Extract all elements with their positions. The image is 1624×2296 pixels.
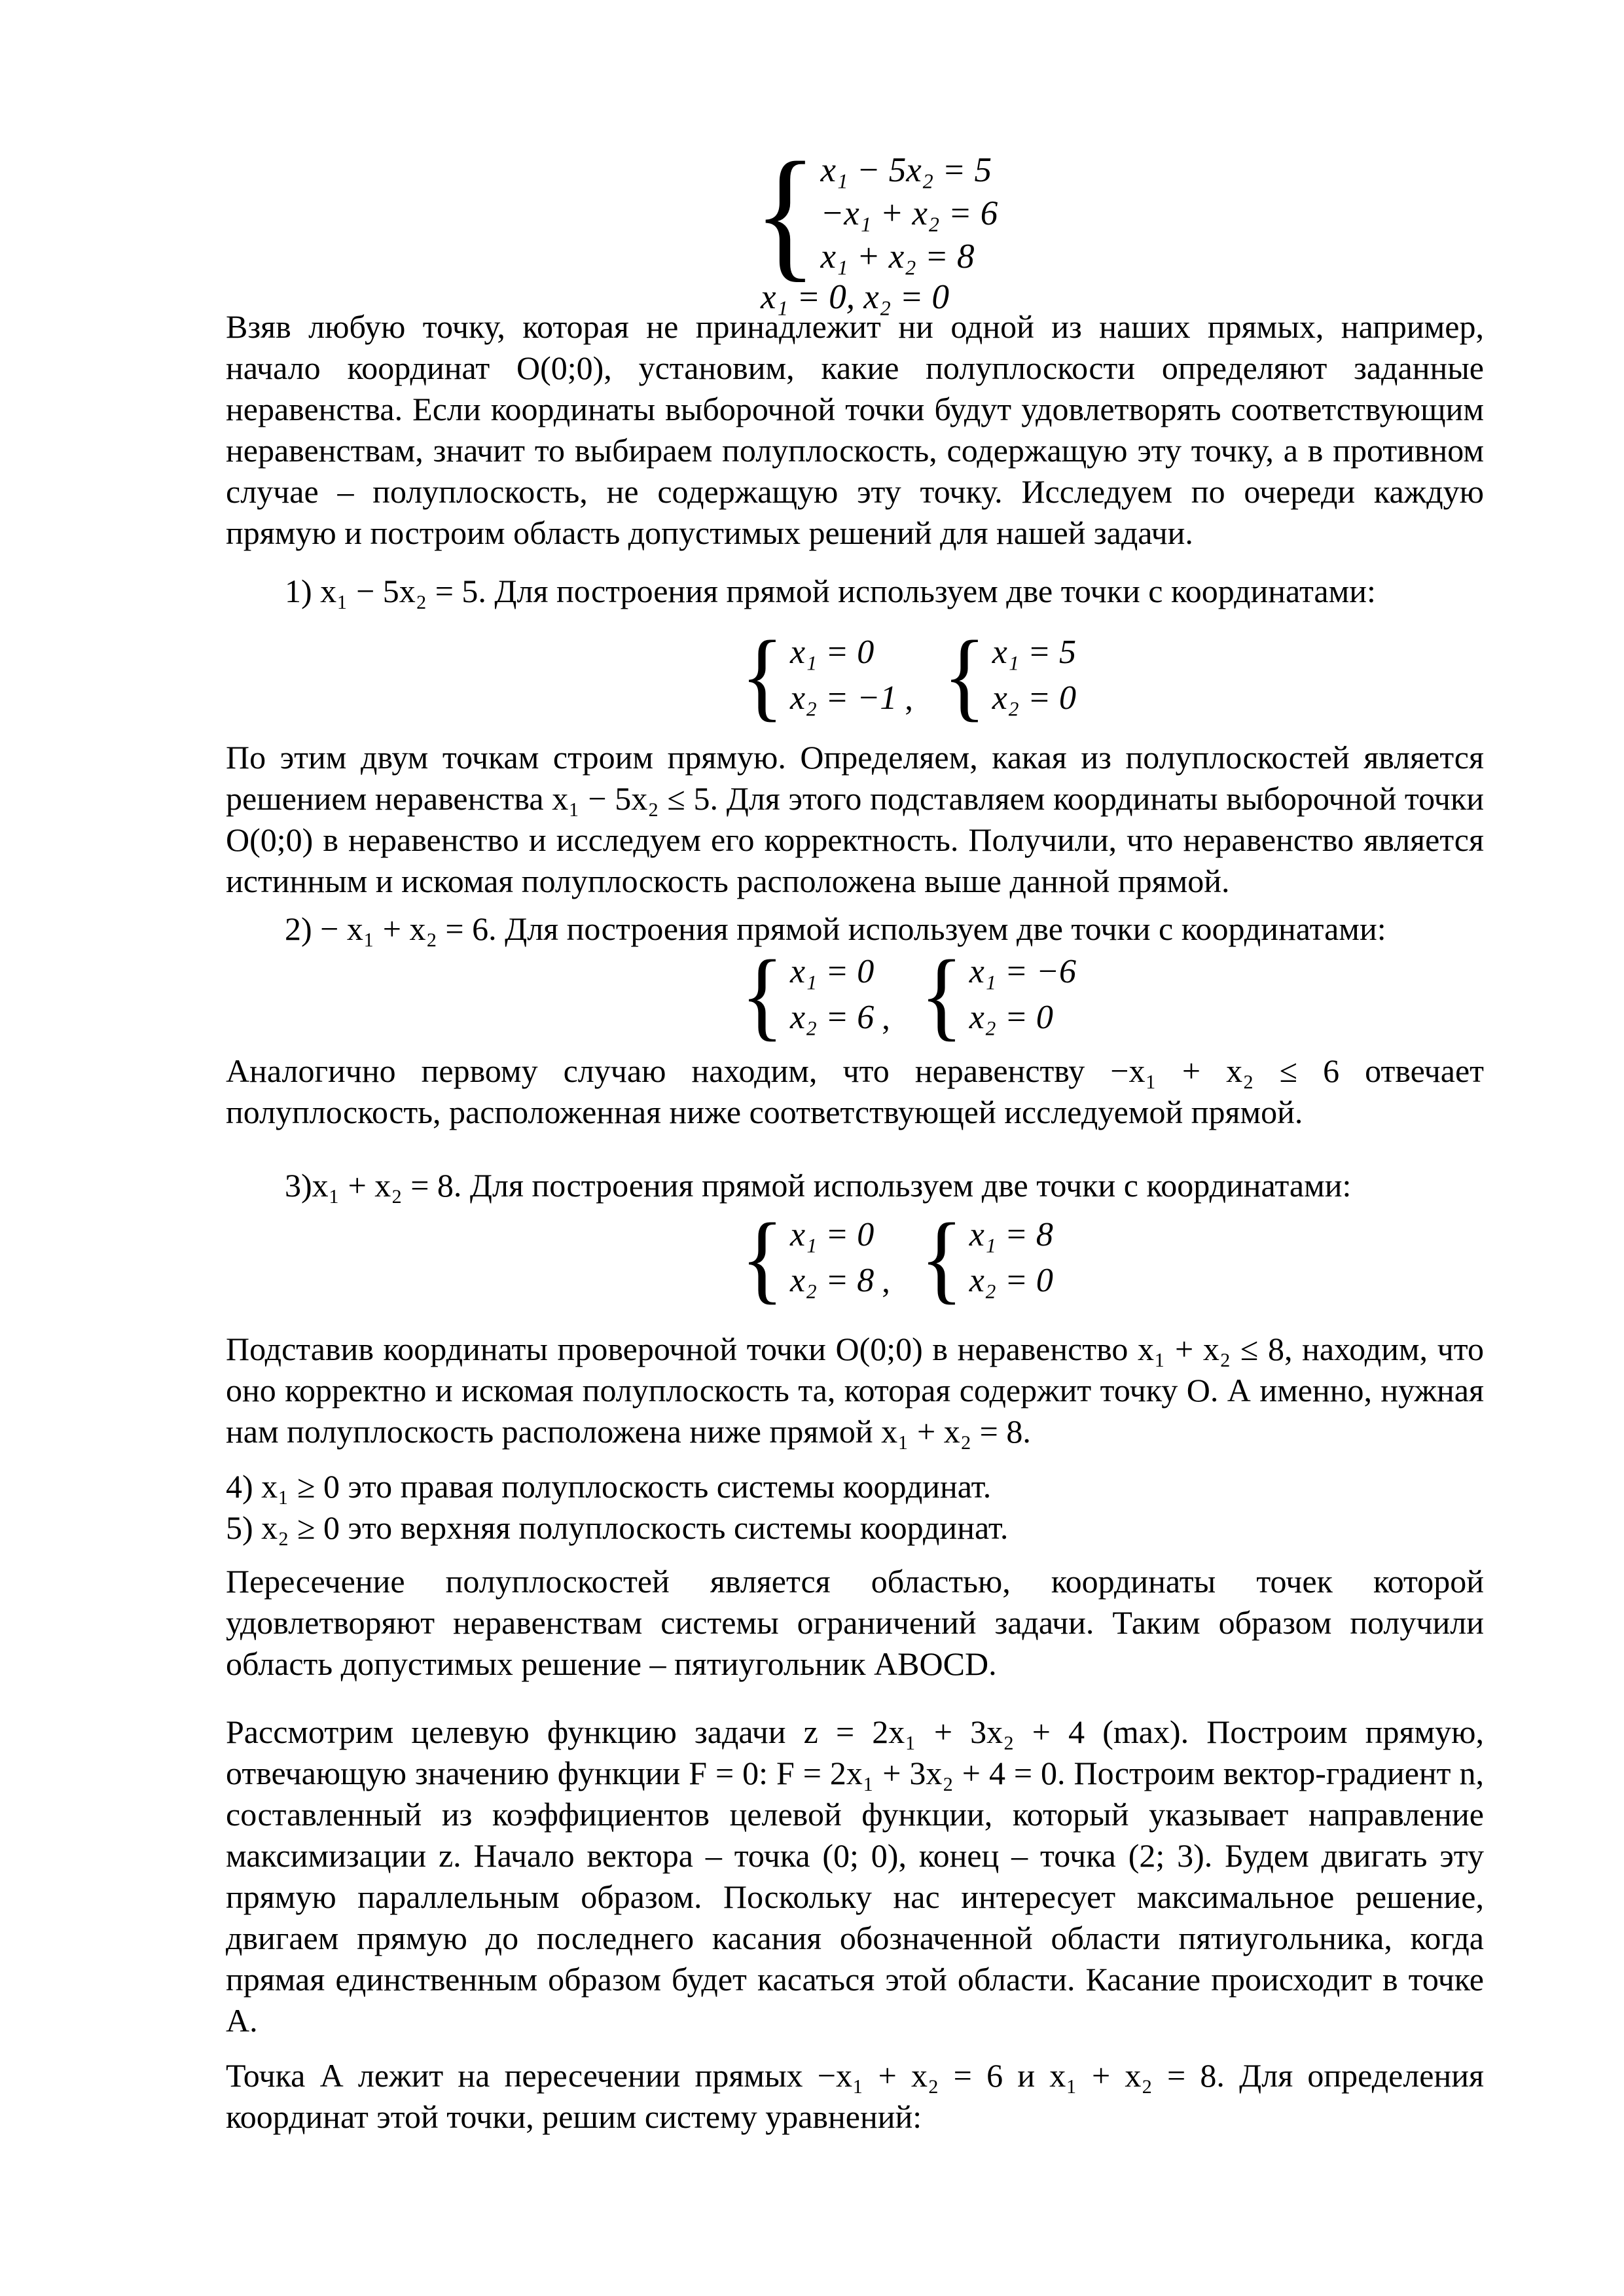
comma-separator: , bbox=[905, 680, 913, 717]
paragraph-objective-function: Рассмотрим целевую функцию задачи z = 2x₁ + 3x₂ + 4 (max). Построим прямую, отвечающую значению функции F = 0: F = 2x₁ + 3x₂ + 4 = 0. Построим вектор-градиент n, составленный из коэффициентов целевой функции, который указывает направление максимизации z. Начало вектора – точка (0; 0), конец – точка (2; 3). Будем двигать эту прямую параллельным образом. Поскольку нас интересует максимальное решение, двигаем прямую до последнего касания обозначенной области пятиугольника, когда прямая единственным образом будет касаться этой области. Касание происходит в точке А. bbox=[226, 1713, 1484, 2039]
list-item-5: 5) x₂ ≥ 0 это верхняя полуплоскость системы координат. bbox=[226, 1509, 1009, 1546]
system-2-left bbox=[790, 949, 874, 1041]
left-brace-icon: { bbox=[740, 620, 784, 730]
left-brace-icon: { bbox=[740, 1203, 784, 1313]
system-1-left bbox=[790, 630, 897, 721]
equation: x₂ = −1 bbox=[789, 679, 897, 717]
equation: x₁ = 8 bbox=[969, 1216, 1053, 1253]
paragraph-line-1-analysis: По этим двум точкам строим прямую. Определяем, какая из полуплоскостей является решением неравенства x₁ − 5x₂ ≤ 5. Для этого подставляем координаты выборочной точки О(0;0) в неравенство и исследуем его корректность. Получили, что неравенство является истинным и искомая полуплоскость расположена выше данной прямой. bbox=[226, 739, 1484, 899]
system-pair-2 bbox=[738, 940, 1077, 1050]
equation: x₂ = 8 bbox=[789, 1262, 875, 1299]
list-item-4: 4) x₁ ≥ 0 это правая полуплоскость системы координат. bbox=[226, 1468, 992, 1505]
left-brace-icon: { bbox=[943, 620, 986, 730]
system-2-right bbox=[969, 949, 1076, 1041]
list-item-3: 3)x₁ + x₂ = 8. Для построения прямой используем две точки с координатами: bbox=[285, 1167, 1352, 1204]
equation: x₂ = 0 bbox=[992, 679, 1077, 717]
system-pair-1 bbox=[738, 620, 1077, 730]
constraint-equation-2: −x₁ + x₂ = 6 bbox=[820, 194, 998, 232]
paragraph-feasible-region: Пересечение полуплоскостей является областью, координаты точек которой удовлетворяют неравенствам системы ограничений задачи. Таким образом получили область допустимых решение – пятиугольник ABOCD. bbox=[226, 1563, 1484, 1682]
left-brace-icon: { bbox=[920, 1203, 964, 1313]
constraint-system-block bbox=[750, 132, 998, 295]
nonnegativity-equation: x₁ = 0, x₂ = 0 bbox=[761, 278, 949, 316]
equation: x₁ = 0 bbox=[789, 634, 875, 671]
system-3-left bbox=[790, 1212, 874, 1304]
equation: x₂ = 6 bbox=[789, 999, 875, 1036]
comma-separator: , bbox=[882, 999, 890, 1036]
constraint-equation-3: x₁ + x₂ = 8 bbox=[820, 238, 975, 276]
equation: x₂ = 0 bbox=[969, 999, 1053, 1036]
equation: x₁ = 0 bbox=[789, 953, 875, 990]
left-brace-icon: { bbox=[753, 132, 818, 295]
system-pair-3 bbox=[738, 1203, 1053, 1313]
equation: x₁ = −6 bbox=[969, 953, 1077, 990]
comma-separator: , bbox=[882, 1263, 890, 1299]
system-1-right bbox=[992, 630, 1076, 721]
paragraph-sample-point: Взяв любую точку, которая не принадлежит ни одной из наших прямых, например, начало координат О(0;0), установим, какие полуплоскости определяют заданные неравенства. Если координаты выборочной точки будут удовлетворять соответствующим неравенствам, значит то выбираем полуплоскость, содержащую эту точку, а в противном случае – полуплоскость, не содержащую эту точку. Исследуем по очереди каждую прямую и построим область допустимых решений для нашей задачи. bbox=[226, 308, 1484, 551]
list-item-2: 2) − x₁ + x₂ = 6. Для построения прямой используем две точки с координатами: bbox=[285, 910, 1386, 947]
equation: x₂ = 0 bbox=[969, 1262, 1053, 1299]
list-item-1: 1) x₁ − 5x₂ = 5. Для построения прямой используем две точки с координатами: bbox=[285, 573, 1376, 609]
constraint-equation-1: x₁ − 5x₂ = 5 bbox=[820, 151, 992, 189]
paragraph-point-a: Точка А лежит на пересечении прямых −x₁ + x₂ = 6 и x₁ + x₂ = 8. Для определения координат этой точки, решим систему уравнений: bbox=[226, 2057, 1484, 2135]
constraint-system-rows bbox=[821, 149, 998, 278]
equation: x₁ = 0 bbox=[789, 1216, 875, 1253]
left-brace-icon: { bbox=[920, 940, 964, 1050]
system-3-right bbox=[969, 1212, 1053, 1304]
paragraph-line-2-analysis: Аналогично первому случаю находим, что неравенству −x₁ + x₂ ≤ 6 отвечает полуплоскость, расположенная ниже соответствующей исследуемой прямой. bbox=[226, 1052, 1484, 1130]
paragraph-line-3-analysis: Подставив координаты проверочной точки О(0;0) в неравенство x₁ + x₂ ≤ 8, находим, что оно корректно и искомая полуплоскость та, которая содержит точку О. А именно, нужная нам полуплоскость расположена ниже прямой x₁ + x₂ = 8. bbox=[226, 1331, 1484, 1450]
left-brace-icon: { bbox=[740, 940, 784, 1050]
equation: x₁ = 5 bbox=[992, 634, 1077, 671]
